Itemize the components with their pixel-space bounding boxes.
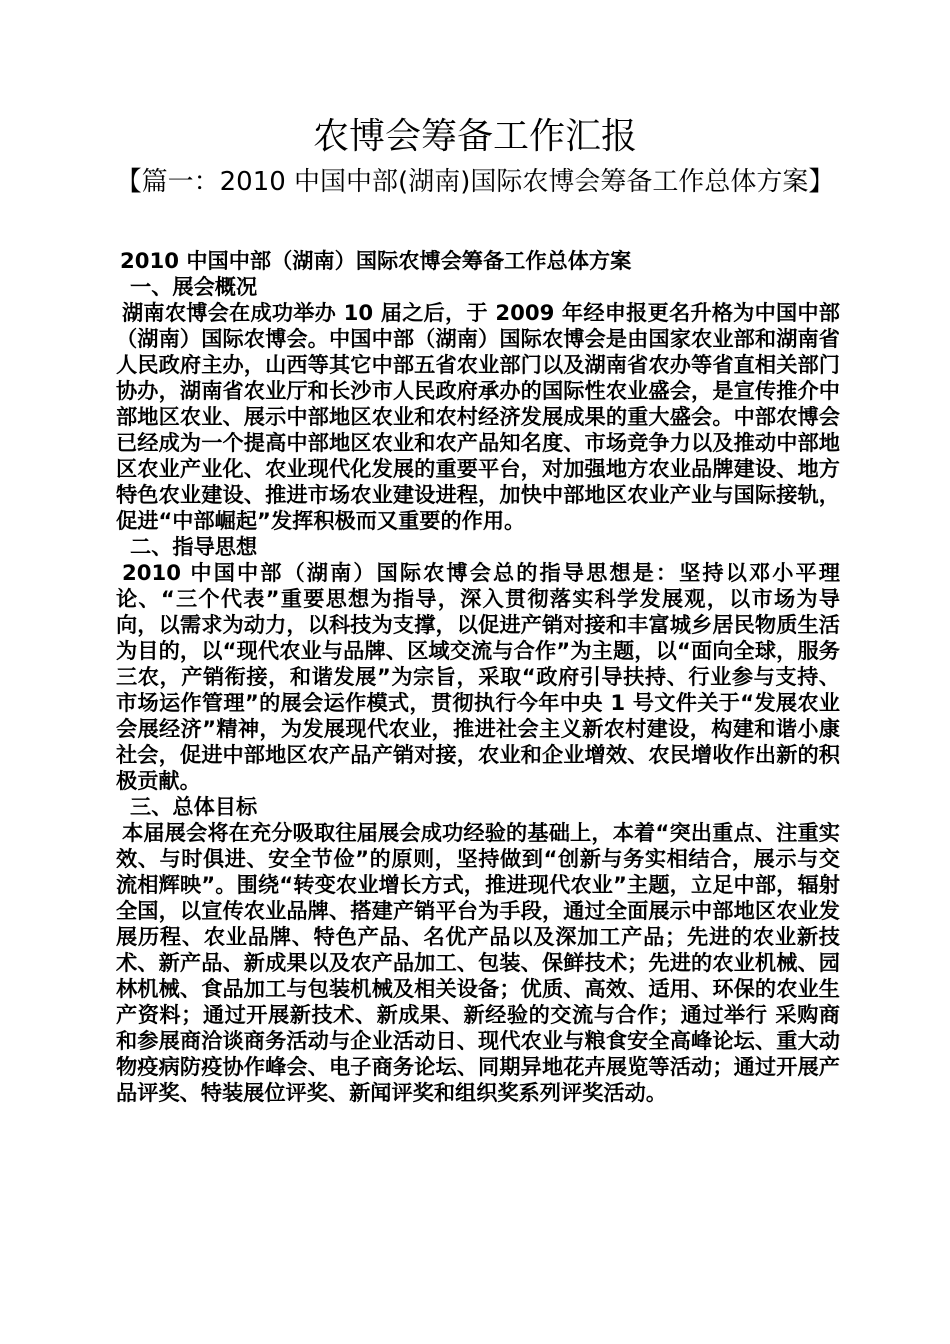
document-title: 农博会筹备工作汇报 bbox=[312, 116, 637, 157]
document-body bbox=[116, 248, 840, 1106]
section-heading-overview: 一、展会概况 bbox=[130, 274, 258, 299]
document-subtitle: 【篇一：2010 中国中部(湖南)国际农博会筹备工作总体方案】 bbox=[115, 167, 835, 197]
section-heading-overall-goal: 三、总体目标 bbox=[130, 794, 258, 819]
section-body-guiding-ideology: 2010 中国中部（湖南）国际农博会总的指导思想是：坚持以邓小平理论、“三个代表”重要思想为指导，深入贯彻落实科学发展观，以市场为导向，以需求为动力，以科技为支撑，以促进产销对接和丰富城乡居民物质生活为目的，以“现代农业与品牌、区域交流与合作”为主题，以“面向全球，服务三农，产销衔接，和谐发展”为宗旨，采取“政府引导扶持、行业参与支持、市场运作管理”的展会运作模式，贯彻执行今年中央 1 号文件关于“发展农业会展经济”精神，为发展现代农业，推进社会主义新农村建设，构建和谐小康社会，促进中部地区农产品产销对接，农业和企业增效、农民增收作出新的积极贡献。 bbox=[116, 560, 840, 793]
section-body-overall-goal: 本届展会将在充分吸取往届展会成功经验的基础上，本着“突出重点、注重实效、与时俱进、安全节俭”的原则，坚持做到“创新与务实相结合，展示与交流相辉映”。围绕“转变农业增长方式，推进现代农业”主题，立足中部，辐射全国，以宣传农业品牌、搭建产销平台为手段，通过全面展示中部地区农业发展历程、农业品牌、特色产品、名优产品以及深加工产品；先进的农业新技术、新产品、新成果以及农产品加工、包装、保鲜技术；先进的农业机械、园林机械、食品加工与包装机械及相关设备；优质、高效、适用、环保的农业生产资料；通过开展新技术、新成果、新经验的交流与合作；通过举行 采购商和参展商洽谈商务活动与企业活动日、现代农业与粮食安全高峰论坛、重大动物疫病防疫协作峰会、电子商务论坛、同期异地花卉展览等活动；通过开展产品评奖、特装展位评奖、新闻评奖和组织奖系列评奖活动。 bbox=[116, 820, 840, 1105]
section-body-overview: 湖南农博会在成功举办 10 届之后，于 2009 年经申报更名升格为中国中部（湖南）国际农博会。中国中部（湖南）国际农博会是由国家农业部和湖南省人民政府主办，山西等其它中部五省农业部门以及湖南省农办等省直相关部门协办，湖南省农业厅和长沙市人民政府承办的国际性农业盛会，是宣传推介中部地区农业、展示中部地区农业和农村经济发展成果的重大盛会。中部农博会已经成为一个提高中部地区农业和农产品知名度、市场竞争力以及推动中部地区农业产业化、农业现代化发展的重要平台，对加强地方农业品牌建设、地方特色农业建设、推进市场农业建设进程，加快中部地区农业产业与国际接轨，促进“中部崛起”发挥积极而又重要的作用。 bbox=[116, 300, 840, 533]
plan-heading: 2010 中国中部（湖南）国际农博会筹备工作总体方案 bbox=[120, 248, 632, 273]
section-heading-guiding-ideology: 二、指导思想 bbox=[130, 534, 258, 559]
